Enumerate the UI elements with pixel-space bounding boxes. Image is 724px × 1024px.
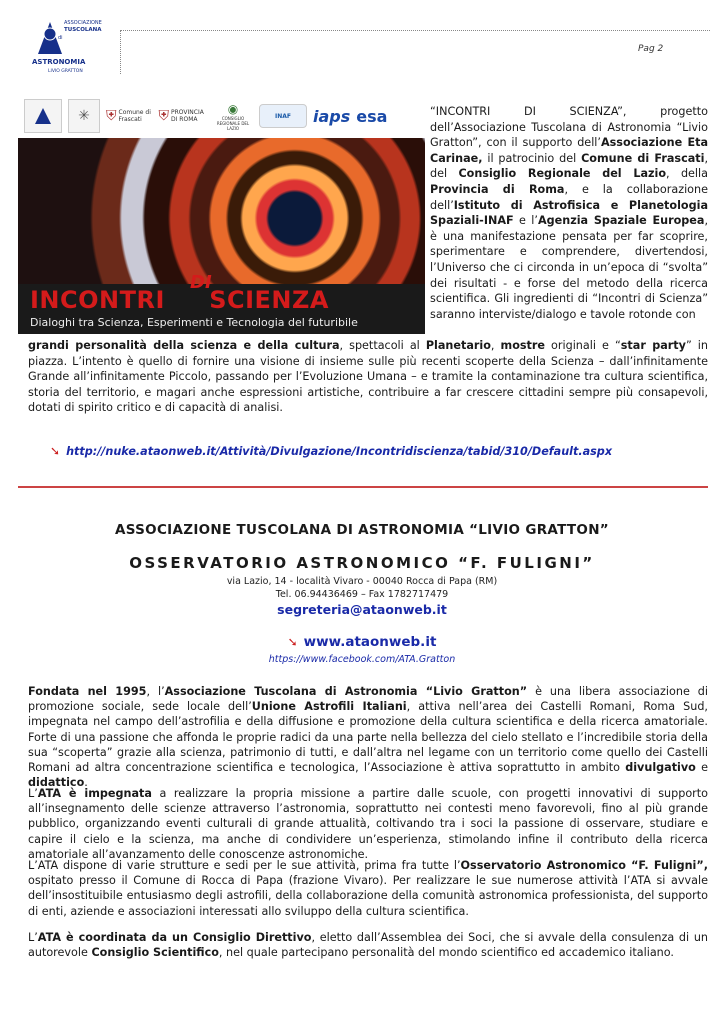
text-run: L’: [28, 787, 38, 800]
text-run: , l’: [146, 685, 165, 698]
ata-small-logo: [24, 99, 62, 133]
incontri-link-text[interactable]: http://nuke.ataonweb.it/Attività/Divulgazione/Incontridiscienza/tabid/310/Default.aspx: [66, 445, 613, 458]
text-run: , eletto dall’Assemblea dei Soci, che si avvale della consulenza di un autorevole: [28, 931, 708, 960]
text-run: mostre: [500, 339, 545, 352]
text-run: ATA è impegnata: [37, 787, 152, 800]
text-run: , della: [666, 167, 709, 181]
text-run: ospitato presso il Comune di Rocca di Papa (frazione Vivaro). Per realizzare le sue numerose attività l’ATA si avvale dell’insostituibile entusiasmo degli astrofili, della collaborazione della comunità astronomica professionista, del supporto di enti, aziende e associazioni interessati allo sviluppo della cultura scientifica.: [28, 874, 708, 918]
paragraph-mission: [28, 786, 708, 862]
provincia-roma-logo: ⛨ PROVINCIA DI ROMA: [159, 108, 208, 124]
text-run: L’: [28, 931, 38, 944]
banner-title: [30, 286, 329, 314]
text-run: , attiva nell’area dei Castelli Romani, Roma Sud, impegnata nel campo dell’astrofilia e della diffusione e promozione della cultura scientifica e della ricerca amatoriale. Forte di una passione che affonda le proprie radici da una parte nella bellezza del cielo stellato e l’incredibile storia della sua “scoperta” grazie alla scienza, patrimonio di tutti, e dall’altra nel legame con un territorio come quello dei Castelli Romani ad altra concentrazione scientifica e tecnologica, l’Associazione è attiva soprattutto in ambito: [28, 700, 708, 775]
text-run: divulgativo: [625, 761, 696, 775]
text-run: e: [695, 761, 708, 775]
article-intro: [430, 104, 708, 322]
text-run: , del: [430, 151, 708, 181]
banner-title-left: INCONTRI: [30, 286, 165, 314]
text-run: Comune di Frascati: [581, 151, 705, 165]
logo-line-5: LIVIO GRATTON: [48, 69, 83, 74]
text-run: Fondata nel 1995: [28, 685, 147, 698]
phone-fax: Tel. 06.94436469 – Fax 1782717479: [275, 589, 449, 600]
logo-line-1: ASSOCIAZIONE: [64, 20, 102, 26]
text-run: , spettacoli al: [339, 339, 426, 352]
text-run: , e la collaborazione dell’: [430, 182, 708, 212]
facebook-link[interactable]: https://www.facebook.com/ATA.Gratton: [268, 654, 456, 665]
text-run: Consiglio Scientifico: [91, 946, 219, 960]
paragraph-structures: [28, 858, 708, 919]
incontri-di-scienza-banner: [18, 94, 425, 334]
text-run: , è una manifestazione pensata per far scoprire, sperimentare e comprendere, divertendosi, l’Universo che ci circonda in un’epoca di “svolta” dei risultati - e forse del metodo della ricerca scientifica. Gli ingredienti di “Incontri di Scienza” saranno interviste/dialogo e tavole rotonde con: [430, 214, 708, 321]
logo-line-2: TUSCOLANA: [64, 27, 102, 33]
arrow-icon: ➘: [287, 635, 298, 649]
text-run: didattico: [28, 776, 85, 790]
association-name: ASSOCIAZIONE TUSCOLANA DI ASTRONOMIA “LIVIO GRATTON”: [115, 522, 609, 538]
inaf-logo: INAF: [259, 104, 307, 128]
header-divider: [120, 30, 710, 31]
text-run: Provincia di Roma: [430, 182, 565, 196]
text-run: ” in piazza. L’intento è quello di fornire una visione di insieme sulle più recenti scoperte della Scienza – dall’infinitamente Grande all’infinitamente Piccolo, passando per l’Evoluzione Umana – e tramite la contaminazione tra cultura scientifica, storia del territorio, e magari anche espressioni artistiche, contribuire a far crescere cittadini sempre più consapevoli, dotati di spirito critico e di capacità di analisi.: [28, 339, 708, 415]
ata-logo: [30, 14, 102, 76]
text-run: Associazione Tuscolana di Astronomia “Livio Gratton”: [164, 685, 528, 698]
header-divider-vertical: [120, 30, 121, 74]
website-link-text[interactable]: www.ataonweb.it: [303, 634, 437, 650]
banner-title-right: SCIENZA: [209, 286, 329, 314]
observatory-name: OSSERVATORIO ASTRONOMICO “F. FULIGNI”: [129, 554, 595, 572]
paragraph-founded: [28, 684, 708, 790]
text-run: è una libera associazione di promozione sociale, sede locale dell’: [28, 685, 708, 714]
article-continuation: [28, 338, 708, 416]
sponsor-frascati: Comune di Frascati: [118, 109, 151, 123]
banner-title-strip: [18, 272, 425, 334]
iaps-logo: iaps: [313, 106, 351, 126]
website-link[interactable]: [0, 634, 724, 650]
text-run: , nel quale partecipano personalità del mondo scientifico ed accademico italiano.: [218, 946, 674, 960]
text-run: grandi personalità della scienza e della cultura: [28, 339, 340, 352]
text-run: e l’: [513, 214, 538, 228]
incontri-link[interactable]: [50, 444, 612, 458]
email-link[interactable]: segreteria@ataonweb.it: [277, 602, 447, 617]
text-run: Osservatorio Astronomico “F. Fuligni”,: [460, 859, 708, 872]
paragraph-council: [28, 930, 708, 960]
text-run: Associazione Eta Carinae,: [430, 136, 708, 165]
text-run: “INCONTRI DI SCIENZA”, progetto dell’Associazione Tuscolana di Astronomia “Livio Gratton”, con il supporto dell’: [430, 105, 708, 150]
logo-line-4: ASTRONOMIA: [32, 58, 86, 66]
text-run: ,: [490, 339, 501, 352]
logo-line-3: di: [58, 35, 63, 41]
text-run: L’ATA dispone di varie strutture e sedi per le sue attività, prima fra tutte l’: [28, 859, 461, 872]
text-run: il patrocinio del: [482, 151, 582, 165]
text-run: Agenzia Spaziale Europea: [537, 214, 705, 228]
text-run: ATA è coordinata da un Consiglio Direttivo: [37, 931, 312, 944]
page-number: Pag 2: [638, 44, 664, 54]
text-run: Istituto di Astrofisica e Planetologia Spaziali-INAF: [430, 198, 708, 228]
sponsor-consiglio: CONSIGLIO REGIONALE DEL LAZIO: [216, 115, 250, 131]
text-run: .: [84, 776, 88, 790]
text-run: Unione Astrofili Italiani: [251, 700, 407, 714]
sponsor-provincia: PROVINCIA DI ROMA: [171, 109, 204, 123]
particle-detector-photo: [18, 138, 425, 284]
arrow-icon: ➘: [50, 444, 61, 458]
text-run: originali e “: [545, 339, 621, 352]
text-run: Consiglio Regionale del Lazio: [458, 167, 667, 181]
esa-logo: esa: [356, 106, 388, 126]
consiglio-regionale-logo: ◉ CONSIGLIO REGIONALE DEL LAZIO: [213, 102, 253, 131]
banner-title-di: DI: [190, 272, 212, 293]
section-divider: [18, 486, 708, 488]
banner-subtitle: Dialoghi tra Scienza, Esperimenti e Tecnologia del futuribile: [30, 316, 358, 329]
text-run: a realizzare la propria missione a partire dalle scuole, con progetti innovativi di supporto all’insegnamento delle scienze attraverso l’astronomia, soprattutto nei contesti meno favorevoli, fino al più grande pubblico, organizzando eventi culturali di grande attualità, coltivando tra i soci la passione di osservare, studiare e capire il cielo e la scienza, ma anche di condividere un’esperienza, stimolando infine il contributo della ricerca amatoriale all’avanzamento delle conoscenze astronomiche.: [28, 787, 709, 861]
text-run: Planetario: [425, 339, 491, 352]
address: via Lazio, 14 - località Vivaro - 00040 Rocca di Papa (RM): [226, 576, 498, 587]
sponsor-logos: [18, 94, 425, 138]
eta-carinae-logo: ✳: [68, 99, 100, 133]
frascati-logo: ⛨ Comune di Frascati: [106, 108, 151, 124]
text-run: star party: [620, 339, 686, 352]
